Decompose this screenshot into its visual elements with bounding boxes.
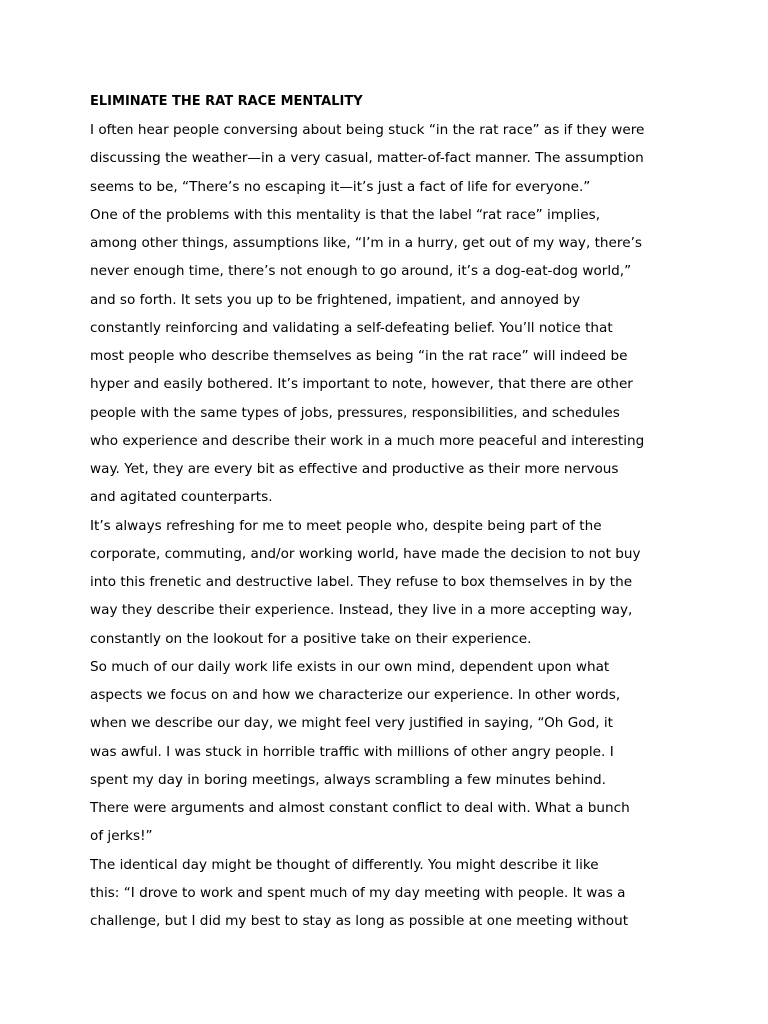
text-line: discussing the weather—in a very casual, matter-of-fact manner. The assumption <box>90 150 644 167</box>
text-line: this: “I drove to work and spent much of my day meeting with people. It was a <box>90 884 626 901</box>
text-line: most people who describe themselves as being “in the rat race” will indeed be <box>90 348 628 364</box>
text-line: people with the same types of jobs, pressures, responsibilities, and schedules <box>90 404 620 421</box>
paragraph-5 <box>90 851 690 936</box>
document-title: ELIMINATE THE RAT RACE MENTALITY <box>90 94 363 109</box>
text-line: It’s always refreshing for me to meet people who, despite being part of the <box>90 517 602 534</box>
text-line: So much of our daily work life exists in our own mind, dependent upon what <box>90 658 610 675</box>
text-line: way they describe their experience. Instead, they live in a more accepting way, <box>90 602 633 619</box>
text-line: corporate, commuting, and/or working world, have made the decision to not buy <box>90 545 641 562</box>
text-line: never enough time, there’s not enough to go around, it’s a dog-eat-dog world,” <box>90 263 632 280</box>
text-line: was awful. I was stuck in horrible traffic with millions of other angry people. I <box>90 743 614 760</box>
text-line: way. Yet, they are every bit as effective and productive as their more nervous <box>90 461 619 477</box>
text-line: constantly reinforcing and validating a self-defeating belief. You’ll notice that <box>90 319 613 336</box>
text-line: One of the problems with this mentality is that the label “rat race” implies, <box>90 206 601 223</box>
text-line: spent my day in boring meetings, always scrambling a few minutes behind. <box>90 771 606 788</box>
text-line: The identical day might be thought of differently. You might describe it like <box>90 856 599 873</box>
text-line: when we describe our day, we might feel very justified in saying, “Oh God, it <box>90 715 613 732</box>
text-line: challenge, but I did my best to stay as long as possible at one meeting without <box>90 913 629 929</box>
text-line: into this frenetic and destructive label. They refuse to box themselves in by the <box>90 574 633 590</box>
text-line: constantly on the lookout for a positive take on their experience. <box>90 630 532 647</box>
text-line: aspects we focus on and how we characterize our experience. In other words, <box>90 687 621 703</box>
text-line: seems to be, “There’s no escaping it—it’s just a fact of life for everyone.” <box>90 178 591 195</box>
text-line: among other things, assumptions like, “I’m in a hurry, get out of my way, there’s <box>90 235 642 251</box>
text-line: There were arguments and almost constant conflict to deal with. What a bunch <box>90 800 630 816</box>
paragraph-4 <box>90 653 690 851</box>
text-line: of jerks!” <box>90 828 153 845</box>
document-page <box>90 88 690 935</box>
text-line: who experience and describe their work in a much more peaceful and interesting <box>90 432 645 449</box>
text-line: and so forth. It sets you up to be frightened, impatient, and annoyed by <box>90 291 581 308</box>
paragraph-2 <box>90 201 690 512</box>
text-line: hyper and easily bothered. It’s important to note, however, that there are other <box>90 376 633 393</box>
paragraph-3 <box>90 512 690 653</box>
text-line: and agitated counterparts. <box>90 489 273 506</box>
text-line: I often hear people conversing about being stuck “in the rat race” as if they were <box>90 122 645 138</box>
paragraph-1 <box>90 116 690 201</box>
